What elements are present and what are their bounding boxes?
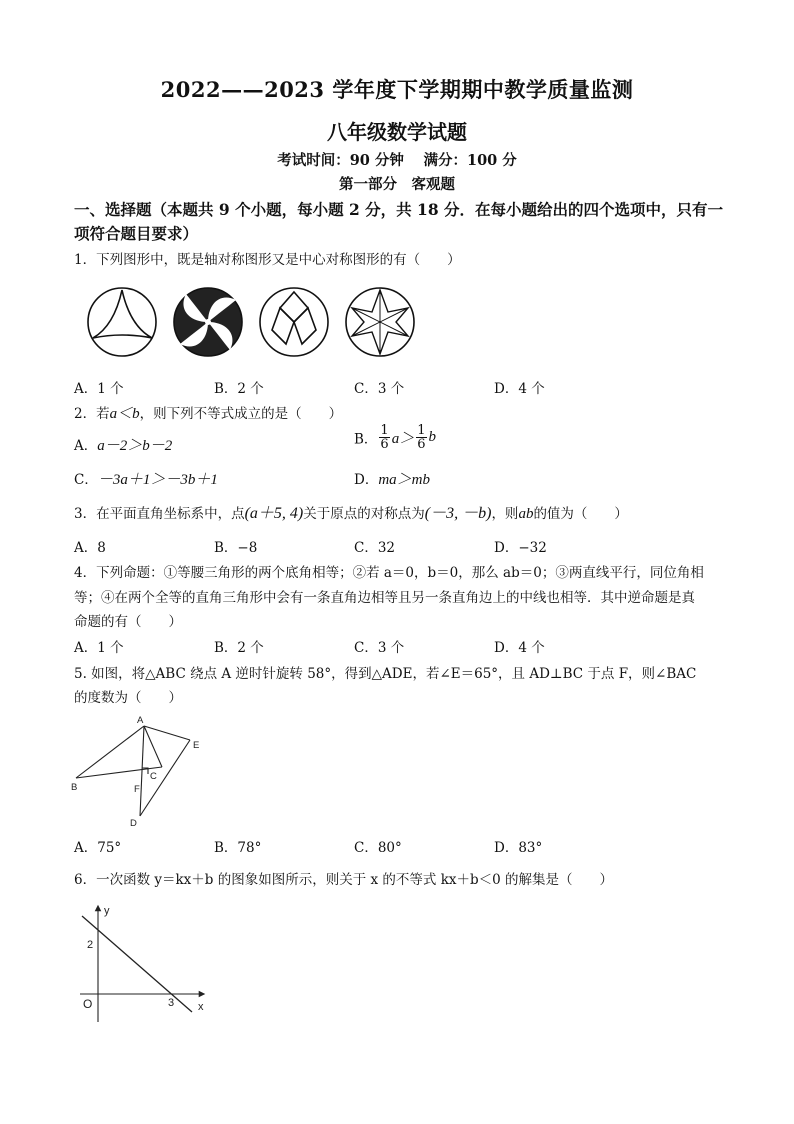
q6-label-y-intercept: 2 (87, 939, 94, 951)
q5-label-b: B (71, 782, 78, 793)
q5-line1: 5. 如图，将△ABC 绕点 A 逆时针旋转 58°，得到△ADE，若∠E＝65°，且 AD⊥BC 于点 F，则∠BAC (74, 666, 697, 682)
q5-option-a: A．75° (74, 840, 122, 856)
q2-option-d (354, 468, 430, 489)
q1-option-c: C．3 个 (354, 381, 405, 397)
q2-option-b-den2: 6 (417, 437, 426, 452)
q4-option-a: A．1 个 (74, 640, 124, 656)
q3-stem (74, 500, 628, 523)
exam-info: 考试时间：90 分钟 满分：100 分 (277, 152, 517, 169)
q2-option-a-expr: a－2＞b－2 (97, 438, 173, 454)
q2-option-a (74, 434, 172, 455)
exam-subtitle: 八年级数学试题 (327, 120, 467, 144)
q2-option-b-frac1 (379, 424, 389, 451)
q3-stem-c: ，则 (491, 506, 519, 522)
q2-stem-start: 2．若 (74, 406, 110, 422)
q2-option-b-num1: 1 (380, 423, 389, 438)
q4-line1: 4．下列命题：①等腰三角形的两个底角相等；②若 a＝0，b＝0，那么 ab＝0；③两直线平行，同位角相 (74, 565, 704, 581)
q3-stem-a: 3．在平面直角坐标系中，点 (74, 506, 245, 522)
q2-option-a-label: A． (74, 438, 98, 454)
q3-option-a: A．8 (74, 540, 106, 556)
q5-label-a: A (137, 715, 144, 726)
q2-stem-end: ，则下列不等式成立的是（ ） (139, 406, 343, 422)
q1-stem: 1．下列图形中，既是轴对称图形又是中心对称图形的有（ ） (74, 252, 461, 268)
q2-option-b-num2: 1 (417, 423, 426, 438)
q2-option-c-expr: －3a＋1＞－3b＋1 (97, 472, 218, 488)
q4-option-d: D．4 个 (494, 640, 545, 656)
q1-option-a: A．1 个 (74, 381, 124, 397)
q6-label-x: x (198, 1001, 204, 1013)
section-heading-line1: 一、选择题（本题共 9 个小题，每小题 2 分，共 18 分．在每小题给出的四个选项中，只有一 (74, 200, 724, 219)
section-heading-line2: 项符合题目要求） (74, 224, 199, 243)
q6-label-origin: O (83, 997, 93, 1011)
q5-label-e: E (193, 740, 200, 751)
q3-point1: (a＋5, 4) (244, 505, 304, 522)
figure-three-rhombi (260, 288, 328, 356)
q4-option-c: C．3 个 (354, 640, 405, 656)
q2-option-b-den1: 6 (380, 437, 389, 452)
q4-line2: 等；④在两个全等的直角三角形中会有一条直角边相等且另一条直角边上的中线也相等．其中逆命题是真 (74, 590, 695, 606)
figure-pinwheel (174, 288, 242, 356)
q5-line2: 的度数为（ ） (74, 690, 182, 706)
q5-label-f: F (134, 784, 140, 795)
q2-option-c (74, 468, 218, 489)
q3-expr: ab (518, 506, 534, 522)
q2-option-b-end: b (428, 429, 436, 445)
q5-figure (66, 712, 226, 832)
q1-option-d: D．4 个 (494, 381, 545, 397)
q6-graph (74, 898, 224, 1028)
q1-option-b: B．2 个 (214, 381, 264, 397)
q3-stem-b: 关于原点的对称点为 (303, 506, 425, 522)
q5-option-c: C．80° (354, 840, 402, 856)
q5-label-c: C (150, 771, 157, 782)
q4-option-b: B．2 个 (214, 640, 264, 656)
exam-title: 2022——2023 学年度下学期期中教学质量监测 (160, 77, 634, 102)
q2-option-b-label: B． (354, 431, 378, 448)
q3-option-d: D．−32 (494, 540, 547, 556)
figure-star-flower (346, 288, 414, 356)
q5-label-d: D (130, 818, 137, 829)
q6-label-x-intercept: 3 (168, 997, 175, 1009)
q3-option-c: C．32 (354, 540, 396, 556)
q2-option-d-label: D． (354, 472, 379, 488)
q2-option-b-frac2 (416, 424, 426, 451)
q6-stem: 6．一次函数 y＝kx＋b 的图象如图所示，则关于 x 的不等式 kx＋b＜0 的解集是（ ） (74, 872, 614, 888)
q2-option-b (354, 424, 436, 451)
q3-stem-d: 的值为（ ） (533, 506, 628, 522)
part-heading: 第一部分 客观题 (339, 176, 455, 193)
q3-point2: (－3, －b) (424, 505, 492, 522)
q5-option-d: D．83° (494, 840, 543, 856)
q5-option-b: B．78° (214, 840, 262, 856)
q2-stem (74, 402, 342, 423)
q2-option-d-expr: ma＞mb (378, 472, 430, 488)
q2-condition: a＜b (109, 406, 140, 422)
q2-option-b-mid: a＞ (391, 431, 415, 447)
q2-option-c-label: C． (74, 472, 98, 488)
q6-label-y: y (104, 905, 110, 917)
q3-option-b: B．−8 (214, 540, 258, 556)
figure-curved-triangle (88, 288, 156, 356)
q1-figures (80, 274, 420, 370)
q4-line3: 命题的有（ ） (74, 614, 182, 630)
